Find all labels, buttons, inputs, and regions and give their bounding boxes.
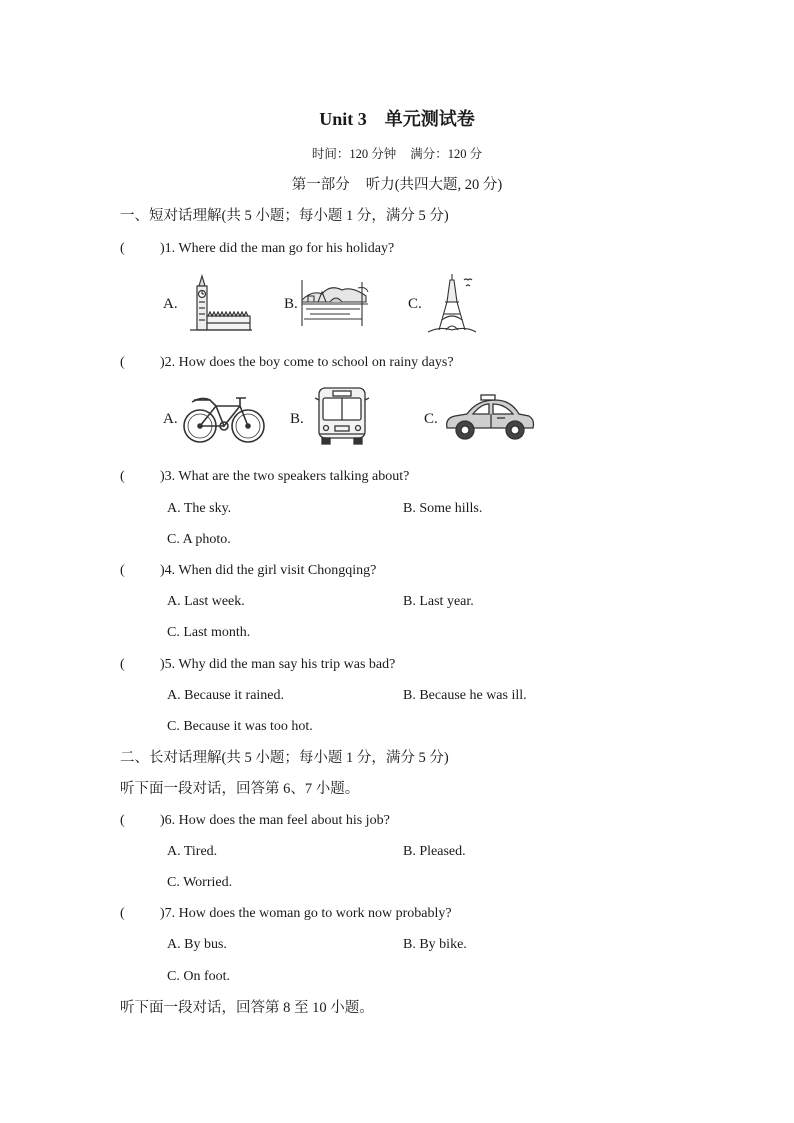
question-text: )4. When did the girl visit Chongqing? bbox=[160, 563, 377, 578]
question-5 bbox=[120, 656, 395, 674]
option-b: B. By bike. bbox=[403, 937, 467, 952]
full-score: 满分：120 分 bbox=[410, 147, 483, 161]
option-label: B. bbox=[290, 411, 304, 427]
option-c: C. A photo. bbox=[167, 532, 231, 547]
part-heading bbox=[0, 176, 794, 194]
question-text: )6. How does the man feel about his job? bbox=[160, 813, 390, 828]
time-limit: 时间：120 分钟 bbox=[311, 147, 397, 161]
bicycle-icon bbox=[180, 388, 268, 446]
option-a: A. Because it rained. bbox=[167, 688, 285, 703]
option-label: B. bbox=[284, 296, 298, 312]
answer-blank[interactable]: ( bbox=[120, 469, 125, 484]
taxi-icon bbox=[443, 394, 537, 442]
lakeside-scene-icon bbox=[300, 278, 370, 328]
big-ben-icon bbox=[190, 272, 252, 334]
option-b: B. Pleased. bbox=[403, 844, 466, 859]
question-1 bbox=[120, 240, 394, 258]
question-text: )3. What are the two speakers talking about? bbox=[160, 469, 410, 484]
test-title: 单元测试卷 bbox=[384, 109, 475, 129]
option-c: C. Worried. bbox=[167, 875, 233, 890]
question-2 bbox=[120, 354, 454, 372]
option-b: B. Because he was ill. bbox=[403, 688, 527, 703]
question-6 bbox=[120, 812, 390, 830]
option-c: C. Last month. bbox=[167, 625, 251, 640]
eiffel-tower-icon bbox=[426, 272, 478, 334]
answer-blank[interactable]: ( bbox=[120, 241, 125, 256]
answer-blank[interactable]: ( bbox=[120, 563, 125, 578]
question-text: )1. Where did the man go for his holiday? bbox=[160, 241, 395, 256]
instruction: 听下面一段对话，回答第 6、7 小题。 bbox=[120, 781, 360, 797]
section-heading-2: 二、长对话理解(共 5 小题；每小题 1 分，满分 5 分) bbox=[120, 750, 449, 766]
option-b: B. Some hills. bbox=[403, 501, 483, 516]
bus-icon bbox=[313, 384, 371, 446]
question-3 bbox=[120, 468, 409, 486]
unit-label: Unit 3 bbox=[319, 109, 367, 129]
exam-meta bbox=[0, 145, 794, 163]
option-a: A. The sky. bbox=[167, 501, 232, 516]
question-text: )7. How does the woman go to work now probably? bbox=[160, 906, 452, 921]
option-label: A. bbox=[163, 411, 178, 427]
option-label: C. bbox=[408, 296, 422, 312]
answer-blank[interactable]: ( bbox=[120, 813, 125, 828]
section-heading-1: 一、短对话理解(共 5 小题；每小题 1 分，满分 5 分) bbox=[120, 208, 449, 224]
option-a: A. By bus. bbox=[167, 937, 227, 952]
question-text: )5. Why did the man say his trip was bad? bbox=[160, 657, 396, 672]
answer-blank[interactable]: ( bbox=[120, 355, 125, 370]
part-name: 第一部分 bbox=[291, 177, 350, 193]
option-b: B. Last year. bbox=[403, 594, 474, 609]
answer-blank[interactable]: ( bbox=[120, 657, 125, 672]
option-c: C. On foot. bbox=[167, 969, 230, 984]
question-4 bbox=[120, 562, 376, 580]
option-label: C. bbox=[424, 411, 438, 427]
question-text: )2. How does the boy come to school on rainy days? bbox=[160, 355, 454, 370]
page-title bbox=[0, 108, 794, 130]
option-a: A. Tired. bbox=[167, 844, 218, 859]
option-c: C. Because it was too hot. bbox=[167, 719, 313, 734]
answer-blank[interactable]: ( bbox=[120, 906, 125, 921]
option-label: A. bbox=[163, 296, 178, 312]
option-a: A. Last week. bbox=[167, 594, 245, 609]
instruction: 听下面一段对话，回答第 8 至 10 小题。 bbox=[120, 1000, 374, 1016]
question-7 bbox=[120, 905, 452, 923]
part-desc: 听力(共四大题, 20 分) bbox=[365, 177, 503, 193]
